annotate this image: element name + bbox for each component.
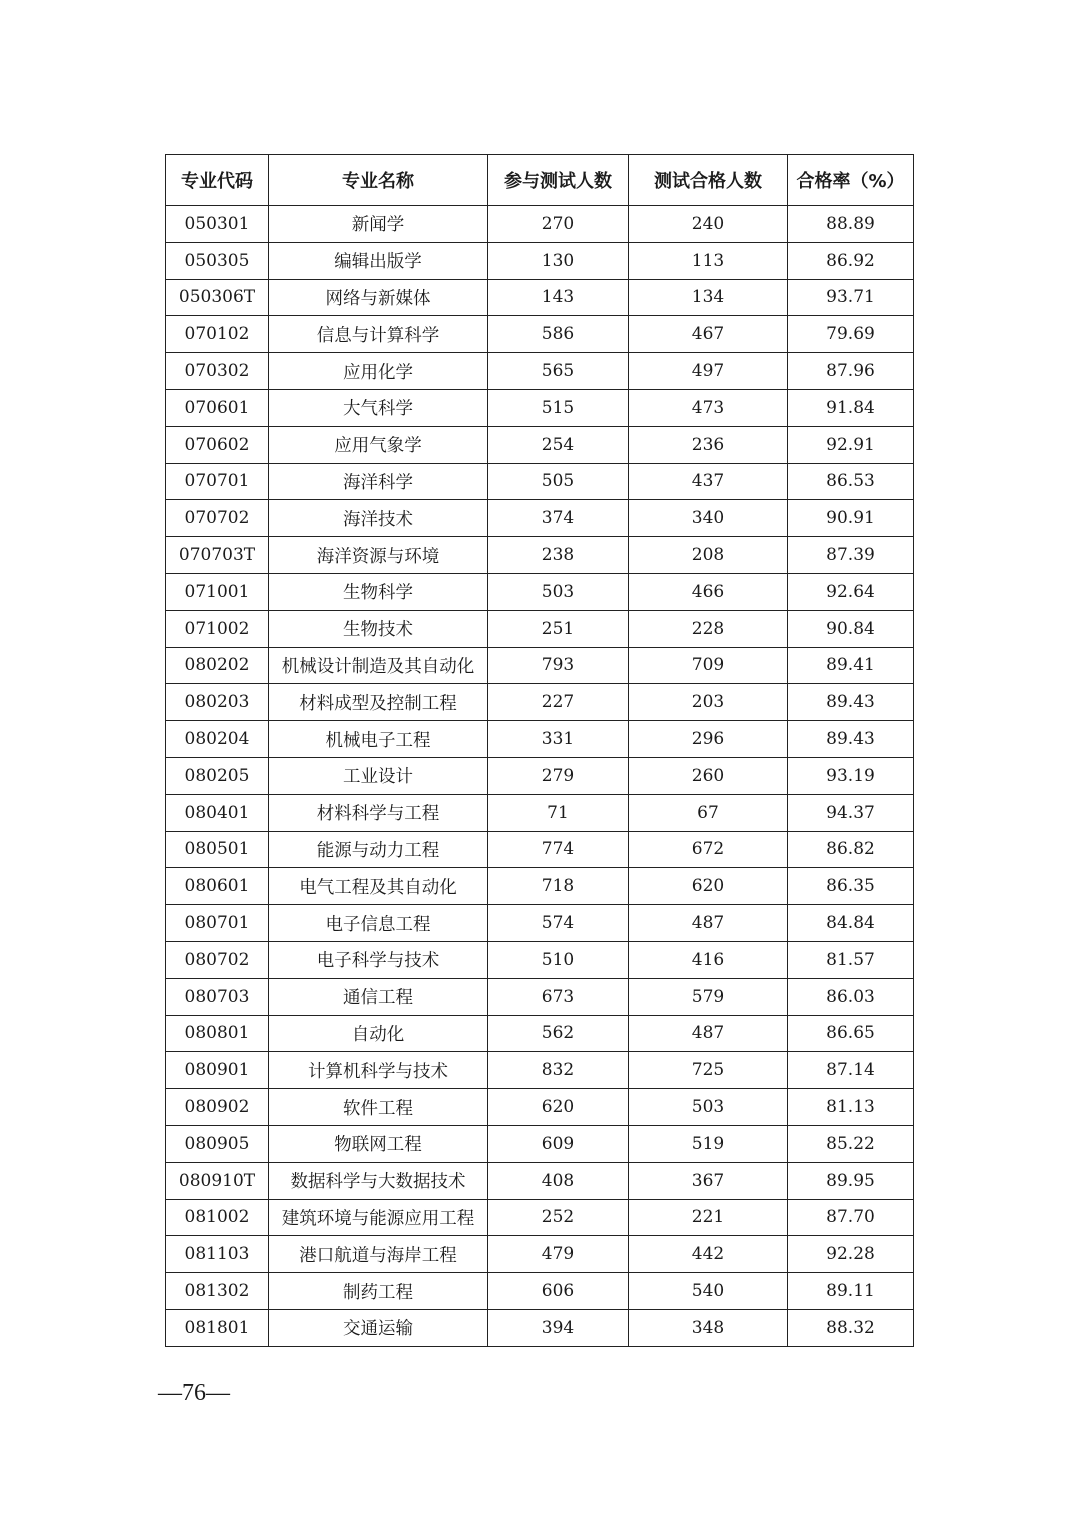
cell-participants: 227 <box>488 684 629 721</box>
header-major-code: 专业代码 <box>166 155 269 206</box>
cell-passed: 467 <box>629 316 788 353</box>
cell-passed: 497 <box>629 353 788 390</box>
cell-participants: 479 <box>488 1236 629 1273</box>
cell-major-name: 生物科学 <box>269 573 488 610</box>
cell-major-code: 070701 <box>166 463 269 500</box>
table-row <box>166 647 914 684</box>
cell-passed: 473 <box>629 389 788 426</box>
cell-participants: 279 <box>488 757 629 794</box>
cell-major-code: 071002 <box>166 610 269 647</box>
cell-major-code: 080901 <box>166 1052 269 1089</box>
cell-pass-rate: 88.32 <box>788 1309 914 1346</box>
cell-pass-rate: 84.84 <box>788 905 914 942</box>
cell-participants: 143 <box>488 279 629 316</box>
cell-pass-rate: 92.91 <box>788 426 914 463</box>
cell-pass-rate: 87.39 <box>788 537 914 574</box>
cell-passed: 725 <box>629 1052 788 1089</box>
cell-pass-rate: 89.95 <box>788 1162 914 1199</box>
cell-passed: 348 <box>629 1309 788 1346</box>
cell-participants: 374 <box>488 500 629 537</box>
cell-passed: 260 <box>629 757 788 794</box>
cell-passed: 579 <box>629 978 788 1015</box>
cell-major-code: 080205 <box>166 757 269 794</box>
cell-major-code: 081302 <box>166 1273 269 1310</box>
cell-passed: 519 <box>629 1125 788 1162</box>
cell-pass-rate: 79.69 <box>788 316 914 353</box>
cell-pass-rate: 88.89 <box>788 206 914 243</box>
cell-major-name: 自动化 <box>269 1015 488 1052</box>
cell-major-name: 通信工程 <box>269 978 488 1015</box>
cell-major-code: 080204 <box>166 721 269 758</box>
cell-major-name: 机械设计制造及其自动化 <box>269 647 488 684</box>
cell-passed: 240 <box>629 206 788 243</box>
cell-pass-rate: 89.43 <box>788 721 914 758</box>
cell-major-code: 070601 <box>166 389 269 426</box>
table-row <box>166 1125 914 1162</box>
cell-participants: 254 <box>488 426 629 463</box>
page-number: —76— <box>158 1380 230 1406</box>
cell-major-name: 计算机科学与技术 <box>269 1052 488 1089</box>
cell-major-code: 080703 <box>166 978 269 1015</box>
cell-pass-rate: 86.03 <box>788 978 914 1015</box>
cell-participants: 394 <box>488 1309 629 1346</box>
table-row <box>166 905 914 942</box>
cell-major-name: 应用化学 <box>269 353 488 390</box>
cell-participants: 510 <box>488 941 629 978</box>
cell-pass-rate: 86.92 <box>788 242 914 279</box>
cell-major-name: 能源与动力工程 <box>269 831 488 868</box>
cell-participants: 586 <box>488 316 629 353</box>
cell-pass-rate: 81.13 <box>788 1089 914 1126</box>
major-pass-rate-table <box>165 154 914 1347</box>
cell-pass-rate: 86.53 <box>788 463 914 500</box>
cell-participants: 718 <box>488 868 629 905</box>
table-row <box>166 684 914 721</box>
table-row <box>166 316 914 353</box>
cell-major-code: 050306T <box>166 279 269 316</box>
table-row <box>166 794 914 831</box>
cell-major-code: 050305 <box>166 242 269 279</box>
cell-pass-rate: 89.43 <box>788 684 914 721</box>
cell-passed: 672 <box>629 831 788 868</box>
cell-major-name: 交通运输 <box>269 1309 488 1346</box>
table-row <box>166 1236 914 1273</box>
cell-pass-rate: 90.84 <box>788 610 914 647</box>
cell-major-name: 数据科学与大数据技术 <box>269 1162 488 1199</box>
table-row <box>166 279 914 316</box>
cell-pass-rate: 87.70 <box>788 1199 914 1236</box>
cell-major-name: 应用气象学 <box>269 426 488 463</box>
cell-major-name: 生物技术 <box>269 610 488 647</box>
cell-major-name: 物联网工程 <box>269 1125 488 1162</box>
cell-participants: 565 <box>488 353 629 390</box>
header-pass-rate: 合格率（%） <box>788 155 914 206</box>
cell-participants: 270 <box>488 206 629 243</box>
cell-pass-rate: 87.96 <box>788 353 914 390</box>
table-row <box>166 500 914 537</box>
cell-participants: 562 <box>488 1015 629 1052</box>
cell-major-name: 海洋科学 <box>269 463 488 500</box>
cell-major-code: 070702 <box>166 500 269 537</box>
cell-major-code: 080701 <box>166 905 269 942</box>
cell-major-name: 海洋资源与环境 <box>269 537 488 574</box>
cell-major-code: 080203 <box>166 684 269 721</box>
cell-passed: 203 <box>629 684 788 721</box>
cell-major-code: 070302 <box>166 353 269 390</box>
cell-participants: 331 <box>488 721 629 758</box>
cell-major-code: 070602 <box>166 426 269 463</box>
cell-participants: 774 <box>488 831 629 868</box>
table-row <box>166 463 914 500</box>
cell-participants: 238 <box>488 537 629 574</box>
cell-pass-rate: 93.19 <box>788 757 914 794</box>
cell-passed: 540 <box>629 1273 788 1310</box>
cell-major-code: 080401 <box>166 794 269 831</box>
cell-major-code: 080910T <box>166 1162 269 1199</box>
table-row <box>166 831 914 868</box>
cell-passed: 134 <box>629 279 788 316</box>
cell-pass-rate: 86.65 <box>788 1015 914 1052</box>
cell-major-name: 港口航道与海岸工程 <box>269 1236 488 1273</box>
cell-major-code: 080905 <box>166 1125 269 1162</box>
cell-passed: 466 <box>629 573 788 610</box>
cell-participants: 574 <box>488 905 629 942</box>
cell-pass-rate: 90.91 <box>788 500 914 537</box>
cell-participants: 130 <box>488 242 629 279</box>
cell-pass-rate: 81.57 <box>788 941 914 978</box>
table-row <box>166 537 914 574</box>
cell-major-name: 编辑出版学 <box>269 242 488 279</box>
cell-passed: 221 <box>629 1199 788 1236</box>
table-row <box>166 1089 914 1126</box>
cell-major-name: 材料科学与工程 <box>269 794 488 831</box>
cell-major-name: 大气科学 <box>269 389 488 426</box>
cell-participants: 673 <box>488 978 629 1015</box>
header-major-name: 专业名称 <box>269 155 488 206</box>
table-body <box>166 206 914 1347</box>
cell-passed: 296 <box>629 721 788 758</box>
cell-major-name: 机械电子工程 <box>269 721 488 758</box>
cell-passed: 228 <box>629 610 788 647</box>
table-row <box>166 978 914 1015</box>
cell-major-name: 电气工程及其自动化 <box>269 868 488 905</box>
cell-major-code: 080902 <box>166 1089 269 1126</box>
table-row <box>166 1199 914 1236</box>
cell-major-name: 电子科学与技术 <box>269 941 488 978</box>
table-row <box>166 1015 914 1052</box>
cell-participants: 251 <box>488 610 629 647</box>
cell-participants: 515 <box>488 389 629 426</box>
cell-major-code: 080601 <box>166 868 269 905</box>
cell-passed: 67 <box>629 794 788 831</box>
table-row <box>166 757 914 794</box>
table-row <box>166 1309 914 1346</box>
table-row <box>166 941 914 978</box>
cell-passed: 442 <box>629 1236 788 1273</box>
cell-participants: 503 <box>488 573 629 610</box>
table-row <box>166 353 914 390</box>
cell-participants: 832 <box>488 1052 629 1089</box>
cell-major-name: 工业设计 <box>269 757 488 794</box>
table-row <box>166 426 914 463</box>
header-passed: 测试合格人数 <box>629 155 788 206</box>
cell-pass-rate: 89.11 <box>788 1273 914 1310</box>
cell-major-name: 建筑环境与能源应用工程 <box>269 1199 488 1236</box>
cell-major-name: 网络与新媒体 <box>269 279 488 316</box>
table-row <box>166 610 914 647</box>
table-row <box>166 721 914 758</box>
cell-participants: 252 <box>488 1199 629 1236</box>
cell-pass-rate: 86.35 <box>788 868 914 905</box>
table-row <box>166 389 914 426</box>
cell-major-code: 071001 <box>166 573 269 610</box>
cell-major-name: 海洋技术 <box>269 500 488 537</box>
cell-passed: 367 <box>629 1162 788 1199</box>
table-row <box>166 1273 914 1310</box>
table-header-row <box>166 155 914 206</box>
cell-major-name: 电子信息工程 <box>269 905 488 942</box>
cell-major-code: 081002 <box>166 1199 269 1236</box>
cell-passed: 416 <box>629 941 788 978</box>
cell-passed: 503 <box>629 1089 788 1126</box>
cell-participants: 620 <box>488 1089 629 1126</box>
cell-pass-rate: 91.84 <box>788 389 914 426</box>
cell-passed: 487 <box>629 905 788 942</box>
cell-passed: 487 <box>629 1015 788 1052</box>
cell-participants: 609 <box>488 1125 629 1162</box>
cell-passed: 620 <box>629 868 788 905</box>
cell-major-name: 制药工程 <box>269 1273 488 1310</box>
cell-pass-rate: 85.22 <box>788 1125 914 1162</box>
table-row <box>166 1162 914 1199</box>
cell-major-name: 信息与计算科学 <box>269 316 488 353</box>
header-participants: 参与测试人数 <box>488 155 629 206</box>
cell-pass-rate: 92.64 <box>788 573 914 610</box>
cell-major-name: 软件工程 <box>269 1089 488 1126</box>
cell-passed: 208 <box>629 537 788 574</box>
table-row <box>166 868 914 905</box>
cell-major-code: 080202 <box>166 647 269 684</box>
cell-pass-rate: 94.37 <box>788 794 914 831</box>
cell-major-code: 081103 <box>166 1236 269 1273</box>
cell-participants: 505 <box>488 463 629 500</box>
cell-passed: 709 <box>629 647 788 684</box>
cell-participants: 606 <box>488 1273 629 1310</box>
cell-major-code: 070102 <box>166 316 269 353</box>
cell-participants: 408 <box>488 1162 629 1199</box>
cell-participants: 71 <box>488 794 629 831</box>
cell-participants: 793 <box>488 647 629 684</box>
cell-major-code: 080702 <box>166 941 269 978</box>
cell-pass-rate: 92.28 <box>788 1236 914 1273</box>
cell-pass-rate: 93.71 <box>788 279 914 316</box>
cell-major-name: 新闻学 <box>269 206 488 243</box>
cell-passed: 340 <box>629 500 788 537</box>
table-row <box>166 242 914 279</box>
cell-passed: 437 <box>629 463 788 500</box>
cell-major-code: 080501 <box>166 831 269 868</box>
cell-major-code: 080801 <box>166 1015 269 1052</box>
table-row <box>166 1052 914 1089</box>
cell-major-code: 050301 <box>166 206 269 243</box>
cell-major-code: 070703T <box>166 537 269 574</box>
cell-major-name: 材料成型及控制工程 <box>269 684 488 721</box>
table-row <box>166 206 914 243</box>
cell-major-code: 081801 <box>166 1309 269 1346</box>
cell-passed: 113 <box>629 242 788 279</box>
cell-pass-rate: 86.82 <box>788 831 914 868</box>
cell-passed: 236 <box>629 426 788 463</box>
cell-pass-rate: 89.41 <box>788 647 914 684</box>
cell-pass-rate: 87.14 <box>788 1052 914 1089</box>
table-row <box>166 573 914 610</box>
